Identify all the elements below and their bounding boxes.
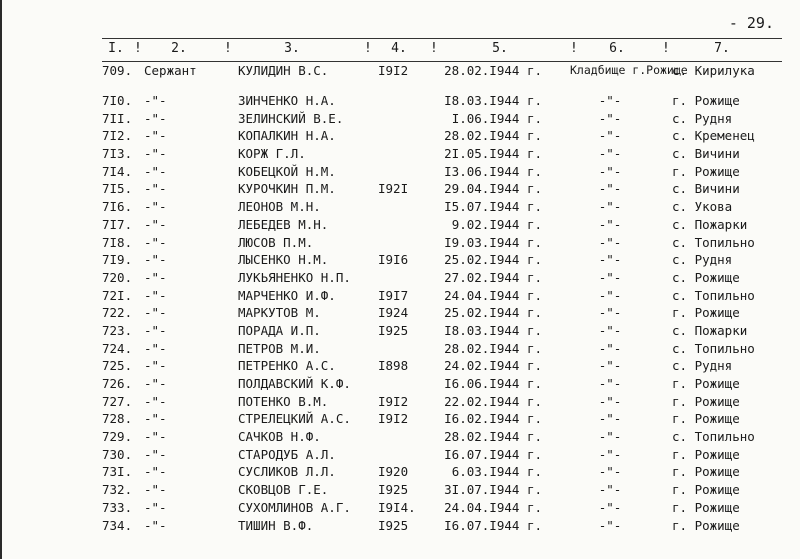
- record-number: 7I6.: [102, 199, 133, 215]
- page-number: - 29.: [728, 14, 774, 32]
- death-date: 24.02.I944 г.: [444, 358, 542, 374]
- header-separator: !: [570, 41, 578, 56]
- table-row: [2, 251, 800, 269]
- person-name: ЛУКЬЯНЕНКО Н.П.: [238, 269, 351, 285]
- settlement: с. Топильно: [672, 287, 755, 303]
- record-number: 728.: [102, 411, 133, 427]
- birth-year: I924: [378, 305, 409, 321]
- military-rank: -"-: [144, 358, 167, 374]
- record-number: 730.: [102, 446, 133, 462]
- settlement: г. Рожище: [672, 482, 740, 498]
- table-row: [2, 198, 800, 216]
- burial-place: -"-: [598, 376, 622, 391]
- person-name: СУСЛИКОВ Л.Л.: [238, 464, 336, 480]
- military-rank: -"-: [144, 146, 167, 162]
- burial-place: -"-: [598, 234, 622, 250]
- table-row: [2, 340, 800, 358]
- death-date: 3I.07.I944 г.: [444, 482, 542, 498]
- person-name: СКОВЦОВ Г.Е.: [238, 482, 329, 498]
- military-rank: Сержант: [144, 63, 197, 78]
- death-date: I5.07.I944 г.: [444, 199, 542, 215]
- military-rank: -"-: [144, 376, 167, 391]
- person-name: КОРЖ Г.Л.: [238, 146, 306, 162]
- person-name: ПОТЕНКО В.М.: [238, 393, 329, 409]
- table-row: [2, 410, 800, 428]
- settlement: с. Топильно: [672, 234, 755, 250]
- settlement: г. Рожище: [672, 393, 740, 409]
- header-col-3: 3.: [284, 41, 300, 56]
- table-row: [2, 481, 800, 499]
- death-date: I6.06.I944 г.: [444, 376, 542, 391]
- burial-place: -"-: [598, 322, 622, 338]
- burial-place: -"-: [598, 110, 622, 126]
- settlement: с. Вичини: [672, 181, 740, 197]
- person-name: МАРЧЕНКО И.Ф.: [238, 287, 336, 303]
- header-col-2: 2.: [171, 41, 187, 56]
- military-rank: -"-: [144, 429, 167, 445]
- table-header: [102, 38, 782, 62]
- settlement: г. Рожище: [672, 499, 740, 515]
- record-number: 724.: [102, 340, 133, 356]
- header-col-4: 4.: [391, 41, 407, 56]
- record-number: 7I7.: [102, 216, 133, 232]
- settlement: г. Рожище: [672, 163, 740, 179]
- table-row: [2, 127, 800, 145]
- record-number: 7I5.: [102, 181, 133, 197]
- person-name: КОПАЛКИН Н.А.: [238, 128, 336, 144]
- death-date: I6.07.I944 г.: [444, 446, 542, 462]
- burial-place: -"-: [598, 358, 622, 374]
- military-rank: -"-: [144, 411, 167, 427]
- death-date: 25.02.I944 г.: [444, 252, 542, 268]
- death-date: 24.04.I944 г.: [444, 287, 542, 303]
- burial-place: -"-: [598, 305, 622, 321]
- burial-place: -"-: [598, 181, 622, 197]
- person-name: ПЕТРЕНКО А.С.: [238, 358, 336, 374]
- table-row: [2, 357, 800, 375]
- person-name: ЛЕОНОВ М.Н.: [238, 199, 321, 215]
- burial-place: -"-: [598, 216, 622, 232]
- burial-place: -"-: [598, 464, 622, 480]
- military-rank: -"-: [144, 181, 167, 197]
- burial-place: -"-: [598, 446, 622, 462]
- burial-place: -"-: [598, 393, 622, 409]
- record-number: 7I0.: [102, 93, 133, 108]
- person-name: СТРЕЛЕЦКИЙ А.С.: [238, 411, 351, 427]
- death-date: I6.02.I944 г.: [444, 411, 542, 427]
- military-rank: -"-: [144, 93, 167, 108]
- burial-place: -"-: [598, 252, 622, 268]
- table-row: [2, 446, 800, 464]
- record-number: 722.: [102, 305, 133, 321]
- settlement: г. Рожище: [672, 446, 740, 462]
- birth-year: I92I: [378, 181, 409, 197]
- header-separator: !: [430, 41, 438, 56]
- birth-year: I898: [378, 358, 409, 374]
- birth-year: I925: [378, 482, 409, 498]
- record-number: 709.: [102, 63, 133, 78]
- record-number: 7I3.: [102, 146, 133, 162]
- settlement: с. Вичини: [672, 146, 740, 162]
- burial-place: -"-: [598, 411, 622, 427]
- military-rank: -"-: [144, 464, 167, 480]
- settlement: с. Топильно: [672, 429, 755, 445]
- military-rank: -"-: [144, 234, 167, 250]
- table-row: [2, 110, 800, 128]
- record-number: 7II.: [102, 110, 133, 126]
- table-row: [2, 269, 800, 287]
- military-rank: -"-: [144, 287, 167, 303]
- header-col-7: 7.: [714, 41, 730, 56]
- table-row: [2, 393, 800, 411]
- death-date: 25.02.I944 г.: [444, 305, 542, 321]
- burial-place: Кладбище г.Рожище: [570, 63, 688, 77]
- header-separator: !: [134, 41, 142, 56]
- military-rank: -"-: [144, 482, 167, 498]
- settlement: г. Рожище: [672, 517, 740, 533]
- settlement: с. Кременец: [672, 128, 755, 144]
- birth-year: I925: [378, 322, 409, 338]
- settlement: с. Кирилука: [672, 63, 755, 78]
- military-rank: -"-: [144, 269, 167, 285]
- record-number: 720.: [102, 269, 133, 285]
- birth-year: I9I6: [378, 252, 409, 268]
- settlement: с. Рудня: [672, 252, 733, 268]
- settlement: г. Рожище: [672, 411, 740, 427]
- record-number: 732.: [102, 482, 133, 498]
- table-row: [2, 499, 800, 517]
- table-row: [2, 92, 800, 110]
- military-rank: -"-: [144, 163, 167, 179]
- death-date: I3.06.I944 г.: [444, 163, 542, 179]
- burial-place: -"-: [598, 340, 622, 356]
- military-rank: -"-: [144, 393, 167, 409]
- settlement: г. Рожище: [672, 464, 740, 480]
- record-number: 7I4.: [102, 163, 133, 179]
- person-name: МАРКУТОВ М.: [238, 305, 321, 321]
- table-row: [2, 304, 800, 322]
- military-rank: -"-: [144, 305, 167, 321]
- person-name: ЗИНЧЕНКО Н.А.: [238, 93, 336, 108]
- death-date: 22.02.I944 г.: [444, 393, 542, 409]
- settlement: г. Рожище: [672, 376, 740, 391]
- military-rank: -"-: [144, 340, 167, 356]
- person-name: ЛЕБЕДЕВ М.Н.: [238, 216, 329, 232]
- record-number: 723.: [102, 322, 133, 338]
- death-date: 27.02.I944 г.: [444, 269, 542, 285]
- birth-year: I9I2: [378, 393, 409, 409]
- military-rank: -"-: [144, 322, 167, 338]
- record-number: 725.: [102, 358, 133, 374]
- burial-place: -"-: [598, 517, 622, 533]
- settlement: с. Топильно: [672, 340, 755, 356]
- table-row: [2, 322, 800, 340]
- person-name: СТАРОДУБ А.Л.: [238, 446, 336, 462]
- military-rank: -"-: [144, 499, 167, 515]
- record-number: 727.: [102, 393, 133, 409]
- death-date: 9.02.I944 г.: [451, 216, 542, 232]
- birth-year: I920: [378, 464, 409, 480]
- burial-place: -"-: [598, 482, 622, 498]
- death-date: 28.02.I944 г.: [444, 63, 542, 78]
- table-row: [2, 145, 800, 163]
- burial-place: -"-: [598, 287, 622, 303]
- death-date: 28.02.I944 г.: [444, 128, 542, 144]
- record-number: 73I.: [102, 464, 133, 480]
- table-row: [2, 180, 800, 198]
- person-name: ПОРАДА И.П.: [238, 322, 321, 338]
- table-row: [2, 517, 800, 535]
- person-name: ПОЛДАВСКИЙ К.Ф.: [238, 376, 351, 391]
- birth-year: I9I2: [378, 63, 409, 78]
- birth-year: I9I7: [378, 287, 409, 303]
- person-name: ЛЮСОВ П.М.: [238, 234, 314, 250]
- person-name: СУХОМЛИНОВ А.Г.: [238, 499, 351, 515]
- person-name: КУЛИДИН В.С.: [238, 63, 329, 78]
- death-date: I8.03.I944 г.: [444, 322, 542, 338]
- person-name: ЛЫСЕНКО Н.М.: [238, 252, 329, 268]
- settlement: г. Рожище: [672, 305, 740, 321]
- military-rank: -"-: [144, 128, 167, 144]
- military-rank: -"-: [144, 517, 167, 533]
- header-separator: !: [364, 41, 372, 56]
- person-name: САЧКОВ Н.Ф.: [238, 429, 321, 445]
- death-date: I.06.I944 г.: [451, 110, 542, 126]
- header-separator: !: [224, 41, 232, 56]
- person-name: ЗЕЛИНСКИЙ В.Е.: [238, 110, 344, 126]
- death-date: 28.02.I944 г.: [444, 340, 542, 356]
- header-separator: !: [662, 41, 670, 56]
- military-rank: -"-: [144, 110, 167, 126]
- record-number: 72I.: [102, 287, 133, 303]
- military-rank: -"-: [144, 199, 167, 215]
- burial-place: -"-: [598, 499, 622, 515]
- settlement: с. Пожарки: [672, 216, 748, 232]
- burial-place: -"-: [598, 429, 622, 445]
- death-date: 6.03.I944 г.: [451, 464, 542, 480]
- death-date: I8.03.I944 г.: [444, 93, 542, 108]
- settlement: с. Рудня: [672, 358, 733, 374]
- table-row: [2, 428, 800, 446]
- record-number: 7I2.: [102, 128, 133, 144]
- death-date: 2I.05.I944 г.: [444, 146, 542, 162]
- person-name: КУРОЧКИН П.М.: [238, 181, 336, 197]
- settlement: с. Рудня: [672, 110, 733, 126]
- record-number: 734.: [102, 517, 133, 533]
- record-number: 729.: [102, 429, 133, 445]
- record-number: 726.: [102, 376, 133, 391]
- settlement: г. Рожище: [672, 93, 740, 108]
- table-body: [2, 64, 800, 534]
- death-date: I6.07.I944 г.: [444, 517, 542, 533]
- table-row: [2, 234, 800, 252]
- table-row: [2, 287, 800, 305]
- table-row: [2, 375, 800, 393]
- burial-place: -"-: [598, 269, 622, 285]
- death-date: I9.03.I944 г.: [444, 234, 542, 250]
- death-date: 24.04.I944 г.: [444, 499, 542, 515]
- record-number: 7I8.: [102, 234, 133, 250]
- burial-place: -"-: [598, 163, 622, 179]
- military-rank: -"-: [144, 216, 167, 232]
- birth-year: I9I2: [378, 411, 409, 427]
- settlement: с. Укова: [672, 199, 733, 215]
- person-name: ТИШИН В.Ф.: [238, 517, 314, 533]
- person-name: ПЕТРОВ М.И.: [238, 340, 321, 356]
- settlement: с. Рожище: [672, 269, 740, 285]
- military-rank: -"-: [144, 446, 167, 462]
- burial-place: -"-: [598, 146, 622, 162]
- birth-year: I925: [378, 517, 409, 533]
- death-date: 29.04.I944 г.: [444, 181, 542, 197]
- header-col-5: 5.: [492, 41, 508, 56]
- header-col-6: 6.: [609, 41, 625, 56]
- burial-place: -"-: [598, 128, 622, 144]
- table-row: [2, 64, 800, 92]
- birth-year: I9I4.: [378, 499, 416, 515]
- header-col-1: I.: [108, 41, 124, 56]
- table-row: [2, 163, 800, 181]
- military-rank: -"-: [144, 252, 167, 268]
- settlement: с. Пожарки: [672, 322, 748, 338]
- burial-place: -"-: [598, 199, 622, 215]
- table-row: [2, 216, 800, 234]
- record-number: 733.: [102, 499, 133, 515]
- record-number: 7I9.: [102, 252, 133, 268]
- table-row: [2, 463, 800, 481]
- burial-place: -"-: [598, 93, 622, 108]
- death-date: 28.02.I944 г.: [444, 429, 542, 445]
- person-name: КОБЕЦКОЙ Н.М.: [238, 163, 336, 179]
